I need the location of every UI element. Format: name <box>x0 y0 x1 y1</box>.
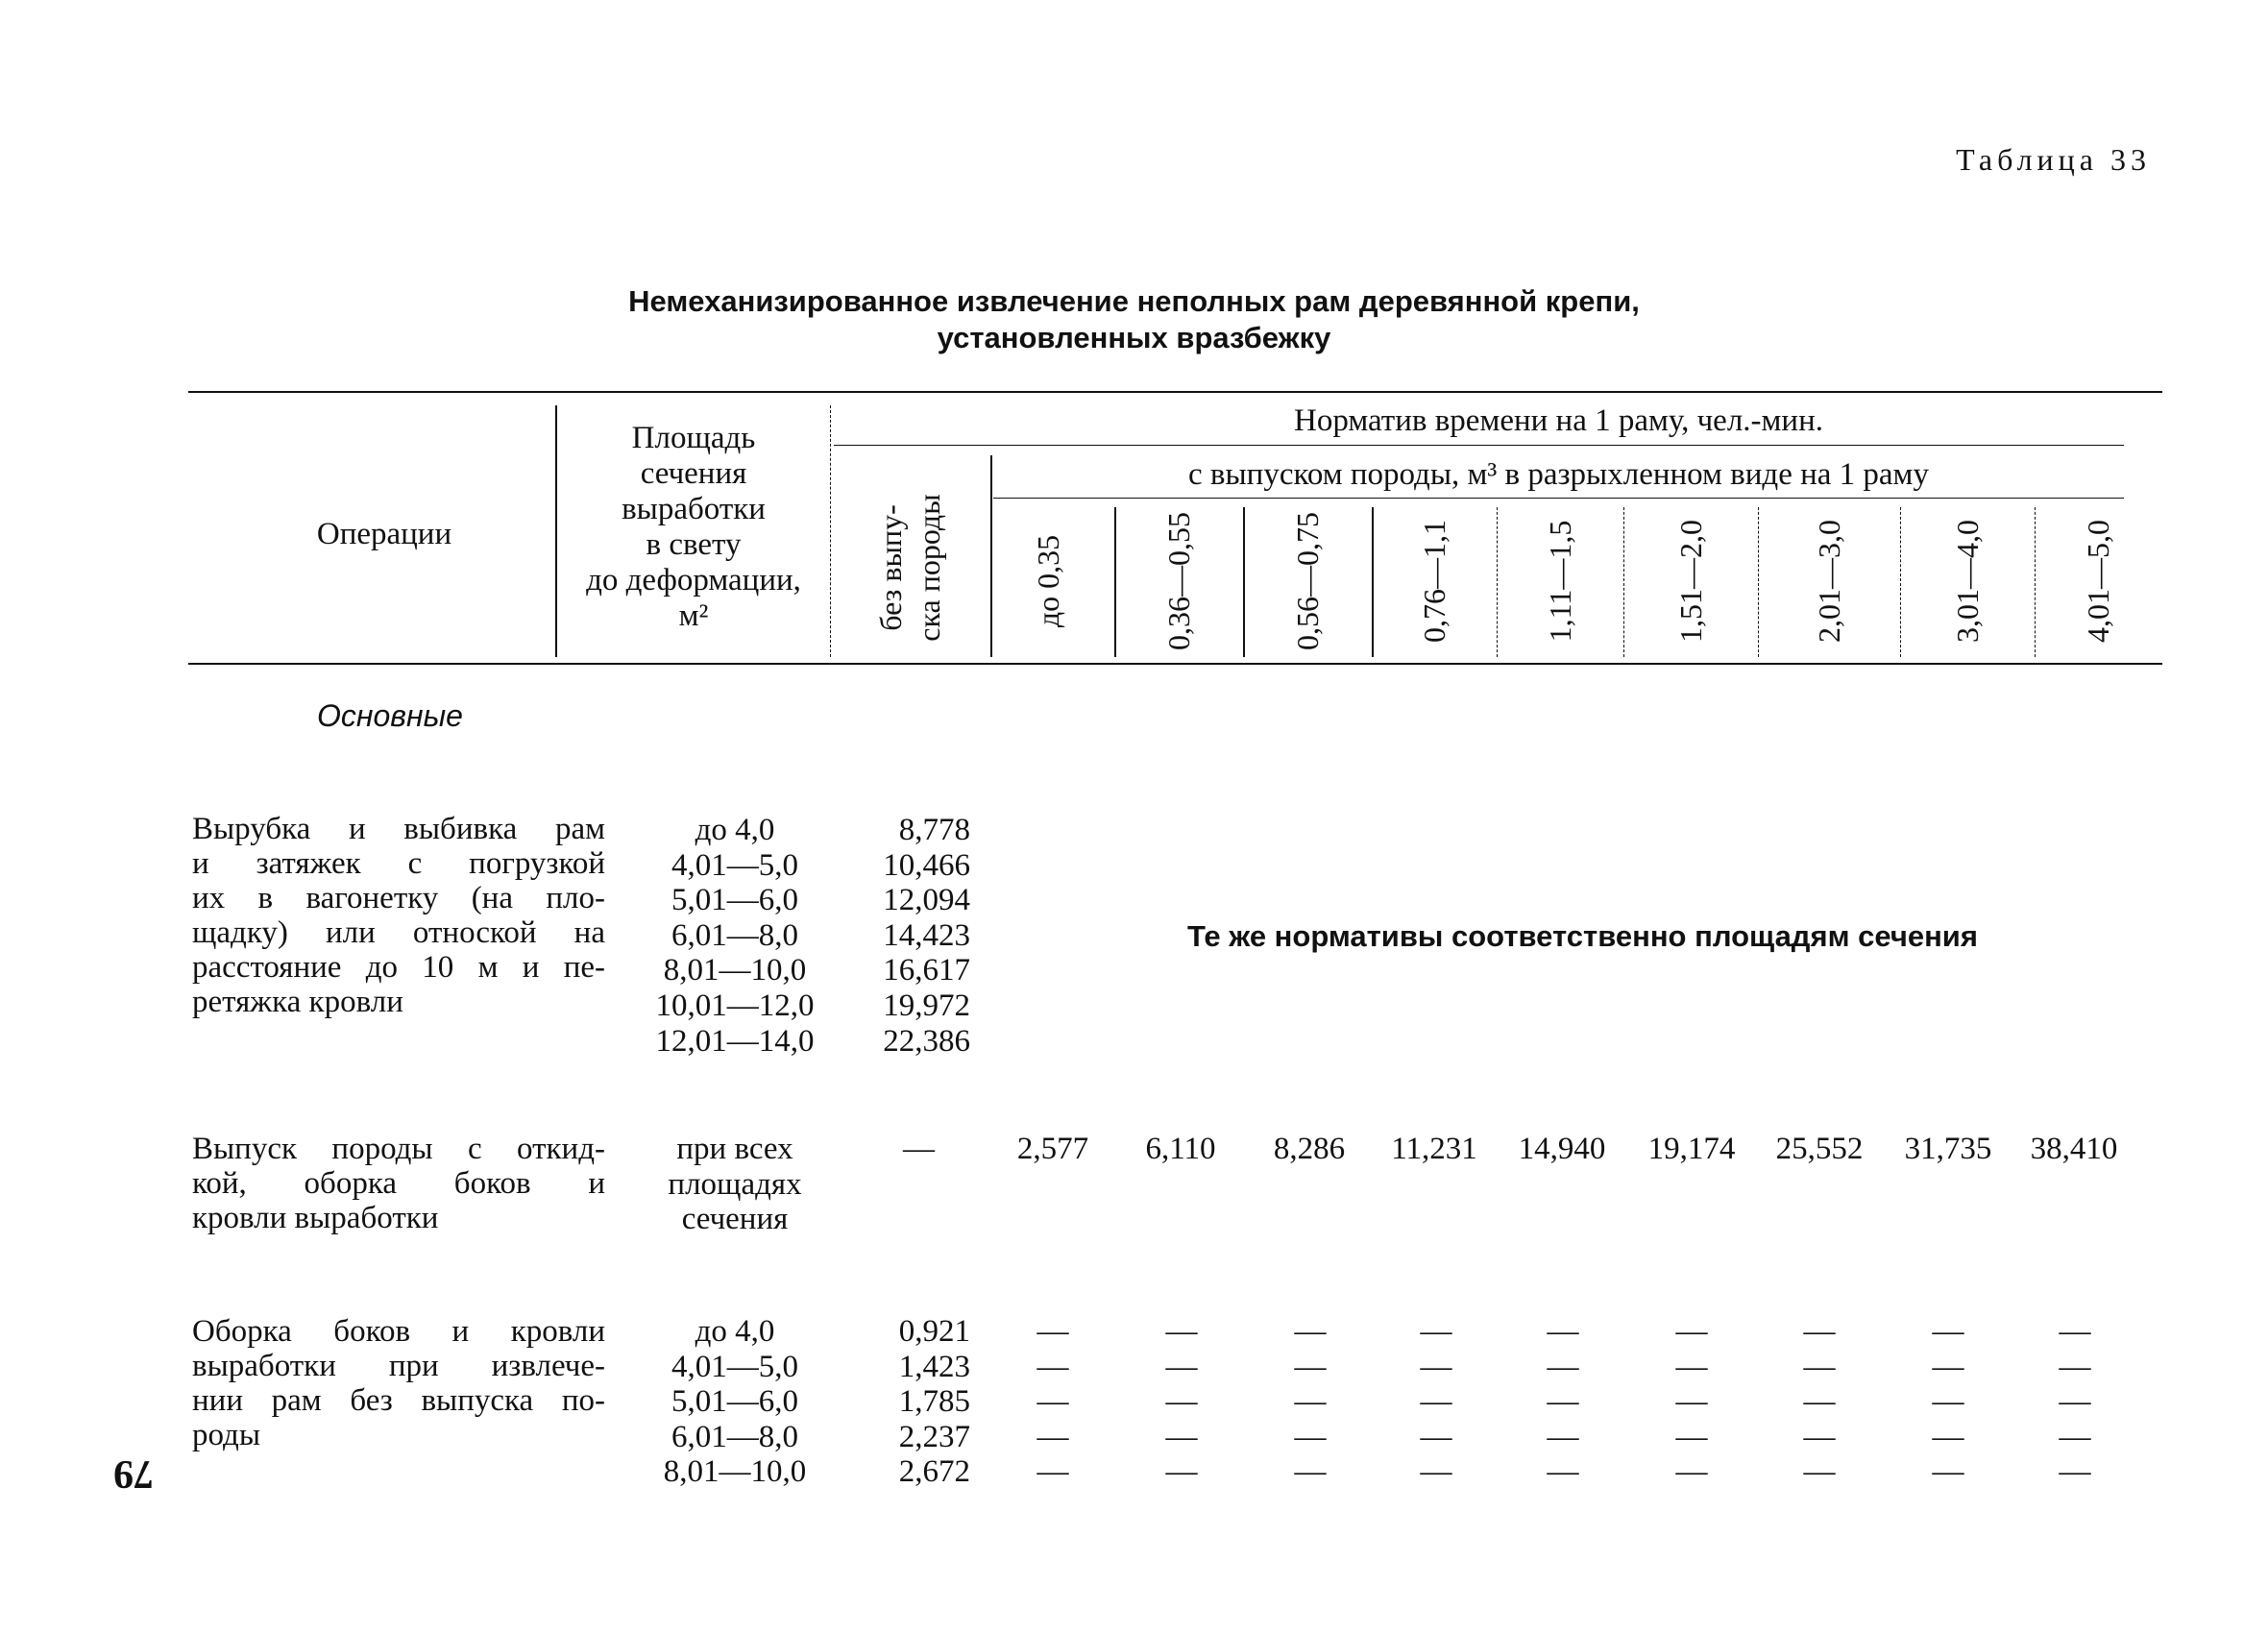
norm-rule <box>834 445 2124 446</box>
header-top-rule <box>188 391 2162 393</box>
empty-cell-dash: — <box>1803 1384 1836 1420</box>
row-3-areas <box>634 1314 836 1490</box>
header-no-release-line: ска породы <box>912 494 946 642</box>
empty-cell-dash: — <box>1420 1419 1452 1454</box>
col-divider-area <box>830 405 831 657</box>
row-2-value: 14,940 <box>1518 1132 1606 1166</box>
no-release-value: 2,672 <box>898 1454 970 1490</box>
operation-line: Вырубка и выбивка рам <box>192 812 605 846</box>
no-release-value: 1,423 <box>898 1349 970 1384</box>
empty-cell-dash: — <box>1803 1349 1836 1384</box>
operation-line: ретяжка кровли <box>192 985 403 1019</box>
empty-cell-dash: — <box>1803 1314 1836 1349</box>
area-value: сечения <box>681 1202 789 1237</box>
header-volume: 4,01—5,0 <box>2081 520 2115 643</box>
row-2-value: 19,174 <box>1647 1132 1736 1166</box>
empty-cell-dash: — <box>1420 1454 1452 1490</box>
empty-cell-dash: — <box>1294 1454 1327 1490</box>
no-release-value: 8,778 <box>898 813 970 847</box>
header-volume: 1,51—2,0 <box>1673 520 1708 643</box>
table-title-line-1: Немеханизированное извлечение неполных рам деревянной крепи, <box>628 284 1640 318</box>
operation-line: щадку) или отноской на <box>192 915 605 950</box>
header-area-line: сечения <box>640 456 747 491</box>
header-volume: 0,56—0,75 <box>1290 512 1325 650</box>
col-divider-v2 <box>1243 507 1245 657</box>
row-1-note: Те же нормативы соответственно площадям сечения <box>1187 919 1978 953</box>
empty-cell-dash: — <box>1294 1349 1327 1384</box>
operation-line: Выпуск породы с откид- <box>192 1132 605 1166</box>
no-release-value: 12,094 <box>883 883 970 918</box>
table-title-line-2: установленных вразбежку <box>937 321 1331 354</box>
no-release-value: 2,237 <box>898 1419 970 1454</box>
empty-cell-dash: — <box>1036 1314 1069 1349</box>
header-area-line: м² <box>678 598 709 633</box>
empty-cell-dash: — <box>1165 1454 1198 1490</box>
empty-cell-dash: — <box>1675 1419 1708 1454</box>
area-value: при всех <box>676 1132 793 1166</box>
no-release-value: 16,617 <box>883 953 970 988</box>
col-divider-v6 <box>1758 507 1759 657</box>
row-2-no-release: — <box>903 1132 935 1166</box>
row-2-value: 11,231 <box>1391 1132 1477 1166</box>
no-release-value: 19,972 <box>883 988 970 1023</box>
header-no-release <box>871 462 952 673</box>
empty-cell-dash: — <box>2059 1384 2091 1420</box>
header-bottom-rule <box>188 663 2162 665</box>
empty-cell-dash: — <box>1932 1419 1964 1454</box>
row-2-operation <box>192 1132 605 1235</box>
area-value: до 4,0 <box>695 813 775 847</box>
area-value: 6,01—8,0 <box>671 917 798 953</box>
col-divider-v3 <box>1372 507 1374 657</box>
header-norm: Норматив времени на 1 раму, чел.-мин. <box>1294 403 1823 438</box>
area-value: 8,01—10,0 <box>663 953 807 988</box>
header-area-line: в свету <box>646 527 742 562</box>
row-2-value: 31,735 <box>1904 1132 1992 1166</box>
col-divider-v1 <box>1114 507 1116 657</box>
empty-cell-dash: — <box>1165 1314 1198 1349</box>
area-value: 5,01—6,0 <box>671 883 798 918</box>
row-3-no-release <box>845 1314 970 1490</box>
empty-cell-dash: — <box>1675 1454 1708 1490</box>
area-value: 6,01—8,0 <box>671 1419 798 1454</box>
row-2-value: 38,410 <box>2030 1132 2118 1166</box>
empty-cell-dash: — <box>1675 1384 1708 1420</box>
area-value: 4,01—5,0 <box>671 1349 798 1384</box>
empty-cell-dash: — <box>1932 1349 1964 1384</box>
row-2-areas <box>634 1132 836 1237</box>
empty-cell-dash: — <box>1294 1314 1327 1349</box>
no-release-value: 14,423 <box>883 917 970 953</box>
operation-line: кровли выработки <box>192 1201 439 1235</box>
empty-cell-dash: — <box>1420 1349 1452 1384</box>
header-area-line: Площадь <box>631 421 756 455</box>
empty-cell-dash: — <box>1547 1349 1579 1384</box>
empty-cell-dash: — <box>1547 1384 1579 1420</box>
page-number: 79 <box>113 1451 154 1496</box>
col-divider-v4 <box>1497 507 1498 657</box>
empty-cell-dash: — <box>1165 1419 1198 1454</box>
empty-cell-dash: — <box>1675 1349 1708 1384</box>
header-operations: Операции <box>316 517 452 551</box>
empty-cell-dash: — <box>1165 1349 1198 1384</box>
col-divider-v7 <box>1900 507 1901 657</box>
empty-cell-dash: — <box>1036 1384 1069 1420</box>
area-value: до 4,0 <box>695 1314 775 1349</box>
header-area-line: до деформации, <box>586 563 801 598</box>
operation-line: Оборка боков и кровли <box>192 1314 605 1349</box>
empty-cell-dash: — <box>1932 1384 1964 1420</box>
row-2-value: 8,286 <box>1273 1132 1346 1166</box>
area-value: 10,01—12,0 <box>655 988 815 1023</box>
empty-cell-dash: — <box>1803 1454 1836 1490</box>
release-rule <box>993 498 2124 499</box>
area-value: 4,01—5,0 <box>671 847 798 883</box>
area-value: площадях <box>668 1166 802 1202</box>
header-volume: 1,11—1,5 <box>1543 520 1577 643</box>
no-release-value: 22,386 <box>883 1023 970 1059</box>
operation-line: выработки при извлече- <box>192 1349 605 1383</box>
empty-cell-dash: — <box>1420 1314 1452 1349</box>
table-label: Таблица 33 <box>1956 142 2151 177</box>
empty-cell-dash: — <box>2059 1419 2091 1454</box>
operation-line: роды <box>192 1418 261 1452</box>
header-volume: 2,01—3,0 <box>1812 520 1846 643</box>
row-3-operation <box>192 1314 605 1452</box>
empty-cell-dash: — <box>1547 1454 1579 1490</box>
col-divider-no-release <box>990 455 992 657</box>
empty-cell-dash: — <box>2059 1454 2091 1490</box>
col-divider-v8 <box>2035 507 2036 657</box>
empty-cell-dash: — <box>1932 1454 1964 1490</box>
section-label: Основные <box>317 698 463 733</box>
empty-cell-dash: — <box>1294 1384 1327 1420</box>
header-area <box>557 421 830 634</box>
empty-cell-dash: — <box>1294 1419 1327 1454</box>
area-value: 12,01—14,0 <box>655 1023 815 1059</box>
empty-cell-dash: — <box>1036 1349 1069 1384</box>
empty-cell-dash: — <box>1803 1419 1836 1454</box>
empty-cell-dash: — <box>1547 1419 1579 1454</box>
empty-cell-dash: — <box>1932 1314 1964 1349</box>
header-volume: до 0,35 <box>1031 534 1065 628</box>
empty-cell-dash: — <box>1675 1314 1708 1349</box>
row-2-value: 6,110 <box>1145 1132 1216 1166</box>
area-value: 8,01—10,0 <box>663 1454 807 1490</box>
header-area-line: выработки <box>622 492 766 526</box>
row-1-no-release <box>845 813 970 1059</box>
header-volume: 0,76—1,1 <box>1417 520 1451 643</box>
area-value: 5,01—6,0 <box>671 1384 798 1420</box>
header-volume: 0,36—0,55 <box>1161 512 1196 650</box>
header-volume: 3,01—4,0 <box>1950 520 1985 643</box>
col-divider-v5 <box>1623 507 1624 657</box>
empty-cell-dash: — <box>1547 1314 1579 1349</box>
empty-cell-dash: — <box>1036 1454 1069 1490</box>
header-no-release-line: без выпу- <box>873 504 908 631</box>
empty-cell-dash: — <box>1420 1384 1452 1420</box>
no-release-value: 0,921 <box>898 1314 970 1349</box>
operation-line: их в вагонетку (на пло- <box>192 881 605 915</box>
operation-line: кой, оборка боков и <box>192 1166 605 1201</box>
row-1-areas <box>634 813 836 1059</box>
empty-cell-dash: — <box>2059 1349 2091 1384</box>
no-release-value: 1,785 <box>898 1384 970 1420</box>
operation-line: расстояние до 10 м и пе- <box>192 950 605 985</box>
row-1-operation <box>192 812 605 1019</box>
operation-line: нии рам без выпуска по- <box>192 1383 605 1418</box>
empty-cell-dash: — <box>2059 1314 2091 1349</box>
no-release-value: 10,466 <box>883 847 970 883</box>
empty-cell-dash: — <box>1036 1419 1069 1454</box>
operation-line: и затяжек с погрузкой <box>192 846 605 881</box>
row-2-value: 25,552 <box>1775 1132 1864 1166</box>
row-2-value: 2,577 <box>1016 1132 1089 1166</box>
empty-cell-dash: — <box>1165 1384 1198 1420</box>
header-release: с выпуском породы, м³ в разрыхленном виде на 1 раму <box>1188 457 1929 492</box>
